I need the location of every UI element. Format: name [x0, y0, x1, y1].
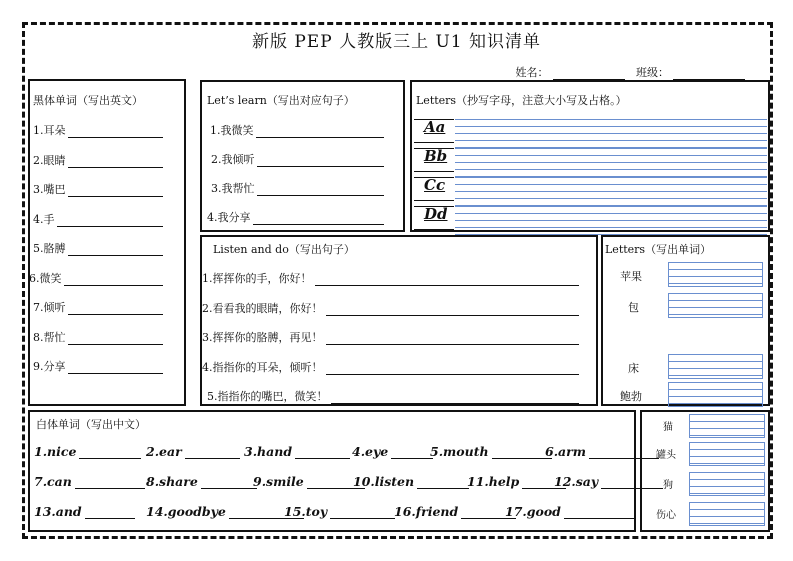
answer-blank[interactable]: [391, 447, 433, 459]
letters-copy-heading: Letters（抄写字母，注意大小写及占格。）: [416, 94, 627, 107]
answer-blank[interactable]: [201, 477, 257, 489]
lets-learn-row: [211, 180, 384, 196]
answer-blank[interactable]: [253, 213, 384, 225]
white-word-label: 10.listen: [353, 474, 415, 489]
answer-blank[interactable]: [68, 156, 163, 168]
answer-blank[interactable]: [330, 507, 395, 519]
answer-blank[interactable]: [257, 184, 384, 196]
white-word-row: [284, 504, 395, 519]
white-word-label: 5.mouth: [430, 444, 489, 459]
four-line-grid[interactable]: [455, 119, 767, 143]
listen-do-row: [207, 388, 579, 404]
black-word-row: [33, 181, 163, 197]
listen-do-label: 2.看看我的眼睛，你好！: [202, 301, 323, 315]
lets-learn-label: 2.我倾听: [211, 153, 255, 166]
listen-do-label: 4.指指你的耳朵，倾听！: [202, 360, 323, 374]
answer-blank[interactable]: [326, 304, 580, 316]
page-title: 新版 PEP 人教版三上 U1 知识清单: [251, 32, 542, 52]
four-line-grid[interactable]: [455, 206, 767, 230]
black-word-label: 1.耳朵: [33, 124, 66, 137]
answer-blank[interactable]: [492, 447, 552, 459]
white-word-label: 13.and: [34, 504, 82, 519]
letters-words-box: [601, 235, 770, 406]
black-word-label: 5.胳膊: [33, 242, 66, 255]
letters-word-label: 床: [628, 362, 639, 375]
white-words-heading: 白体单词（写出中文）: [36, 418, 146, 431]
white-word-label: 9.smile: [253, 474, 304, 489]
answer-grid[interactable]: [668, 354, 763, 379]
black-word-label: 6.微笑: [29, 271, 62, 285]
letters-word-label: 包: [628, 301, 639, 314]
answer-blank[interactable]: [75, 477, 145, 489]
listen-do-row: [202, 329, 579, 345]
answer-grid[interactable]: [689, 442, 765, 466]
side-word-label: 伤心: [656, 510, 676, 521]
white-word-label: 11.help: [467, 474, 520, 489]
class-label: 班级：: [636, 66, 669, 79]
white-word-label: 6.arm: [545, 444, 586, 459]
white-word-label: 7.can: [34, 474, 72, 489]
letter-label: Cc: [424, 176, 446, 194]
white-word-row: [34, 444, 141, 459]
answer-grid[interactable]: [689, 472, 765, 496]
four-line-grid[interactable]: [455, 177, 767, 201]
answer-blank[interactable]: [68, 185, 163, 197]
answer-blank[interactable]: [57, 215, 163, 227]
side-word-label: 狗: [663, 480, 673, 491]
four-line-left-rule: [414, 206, 454, 230]
answer-blank[interactable]: [185, 447, 240, 459]
answer-blank[interactable]: [257, 155, 384, 167]
answer-blank[interactable]: [295, 447, 350, 459]
letter-label: Bb: [424, 147, 448, 165]
lets-learn-label: 3.我帮忙: [211, 182, 255, 195]
answer-blank[interactable]: [68, 126, 163, 138]
white-word-label: 8.share: [146, 474, 198, 489]
black-word-label: 9.分享: [33, 360, 66, 373]
answer-blank[interactable]: [417, 477, 469, 489]
white-word-row: [146, 504, 304, 519]
letters-words-heading: Letters（写出单词）: [605, 243, 712, 256]
black-word-row: [33, 299, 163, 315]
answer-blank[interactable]: [85, 507, 135, 519]
answer-blank[interactable]: [331, 392, 580, 404]
white-word-row: [352, 444, 433, 459]
name-class-line: [516, 64, 754, 80]
answer-blank[interactable]: [315, 274, 580, 286]
letters-word-label: 苹果: [620, 270, 642, 283]
letter-label: Aa: [424, 118, 446, 136]
black-word-row: [33, 329, 163, 345]
answer-blank[interactable]: [68, 244, 163, 256]
listen-do-row: [202, 359, 579, 375]
white-word-label: 12.say: [554, 474, 599, 489]
white-word-label: 16.friend: [394, 504, 459, 519]
white-word-row: [146, 444, 240, 459]
answer-blank[interactable]: [326, 363, 580, 375]
listen-do-heading: Listen and do（写出句子）: [213, 243, 355, 256]
answer-grid[interactable]: [668, 382, 763, 407]
letter-label: Dd: [424, 205, 448, 223]
black-word-label: 4.手: [33, 212, 55, 226]
listen-do-box: [200, 235, 598, 406]
answer-blank[interactable]: [79, 447, 141, 459]
black-word-row: [33, 358, 163, 374]
listen-do-label: 1.挥挥你的手，你好！: [202, 272, 312, 285]
listen-do-row: [202, 270, 579, 286]
class-blank[interactable]: [673, 69, 745, 80]
answer-blank[interactable]: [64, 274, 163, 286]
black-word-label: 7.倾听: [33, 301, 66, 314]
white-word-row: [430, 444, 552, 459]
white-word-row: [34, 474, 145, 489]
white-word-label: 17.good: [505, 504, 561, 519]
lets-learn-label: 4.我分享: [207, 211, 251, 224]
black-word-row: [29, 270, 163, 286]
answer-grid[interactable]: [668, 293, 763, 318]
name-blank[interactable]: [553, 69, 625, 80]
side-word-label: 猫: [663, 422, 673, 433]
four-line-left-rule: [414, 148, 454, 172]
black-word-label: 3.嘴巴: [33, 183, 66, 196]
answer-blank[interactable]: [68, 362, 163, 374]
white-word-row: [253, 474, 365, 489]
answer-grid[interactable]: [689, 414, 765, 438]
white-word-label: 1.nice: [34, 444, 77, 459]
white-word-label: 15.toy: [284, 504, 328, 519]
answer-blank[interactable]: [564, 507, 634, 519]
answer-blank[interactable]: [326, 333, 580, 345]
listen-do-row: [202, 300, 579, 316]
listen-do-label: 3.挥挥你的胳膊，再见！: [202, 331, 323, 344]
lets-learn-row: [211, 151, 384, 167]
listen-do-label: 5.指指你的嘴巴，微笑！: [207, 390, 328, 403]
white-word-label: 14.goodbye: [146, 504, 226, 519]
white-word-row: [34, 504, 135, 519]
white-word-label: 4.eye: [352, 444, 389, 459]
black-word-label: 2.眼睛: [33, 153, 66, 167]
four-line-left-rule: [414, 119, 454, 143]
answer-blank[interactable]: [256, 126, 384, 138]
white-word-row: [467, 474, 566, 489]
black-word-row: [33, 211, 163, 227]
lets-learn-row: [207, 209, 384, 225]
answer-grid[interactable]: [668, 262, 763, 287]
four-line-grid[interactable]: [455, 148, 767, 172]
black-word-label: 8.帮忙: [33, 330, 66, 344]
lets-learn-row: [210, 122, 384, 138]
black-word-row: [33, 152, 163, 168]
white-word-row: [353, 474, 469, 489]
lets-learn-label: 1.我微笑: [210, 124, 254, 137]
white-word-row: [505, 504, 634, 519]
white-word-row: [146, 474, 257, 489]
white-word-row: [394, 504, 516, 519]
black-word-row: [33, 122, 163, 138]
white-word-row: [244, 444, 350, 459]
answer-blank[interactable]: [68, 333, 163, 345]
name-label: 姓名：: [515, 66, 549, 79]
lets-learn-heading: Let’s learn（写出对应句子）: [207, 94, 355, 107]
four-line-left-rule: [414, 177, 454, 201]
letters-word-label: 鲍勃: [620, 390, 642, 403]
answer-blank[interactable]: [68, 303, 163, 315]
black-words-heading: 黑体单词（写出英文）: [33, 94, 143, 107]
side-word-label: 罐头: [656, 450, 676, 461]
white-word-label: 2.ear: [146, 444, 182, 459]
white-word-label: 3.hand: [244, 444, 293, 459]
black-word-row: [33, 240, 163, 256]
answer-grid[interactable]: [689, 502, 765, 526]
